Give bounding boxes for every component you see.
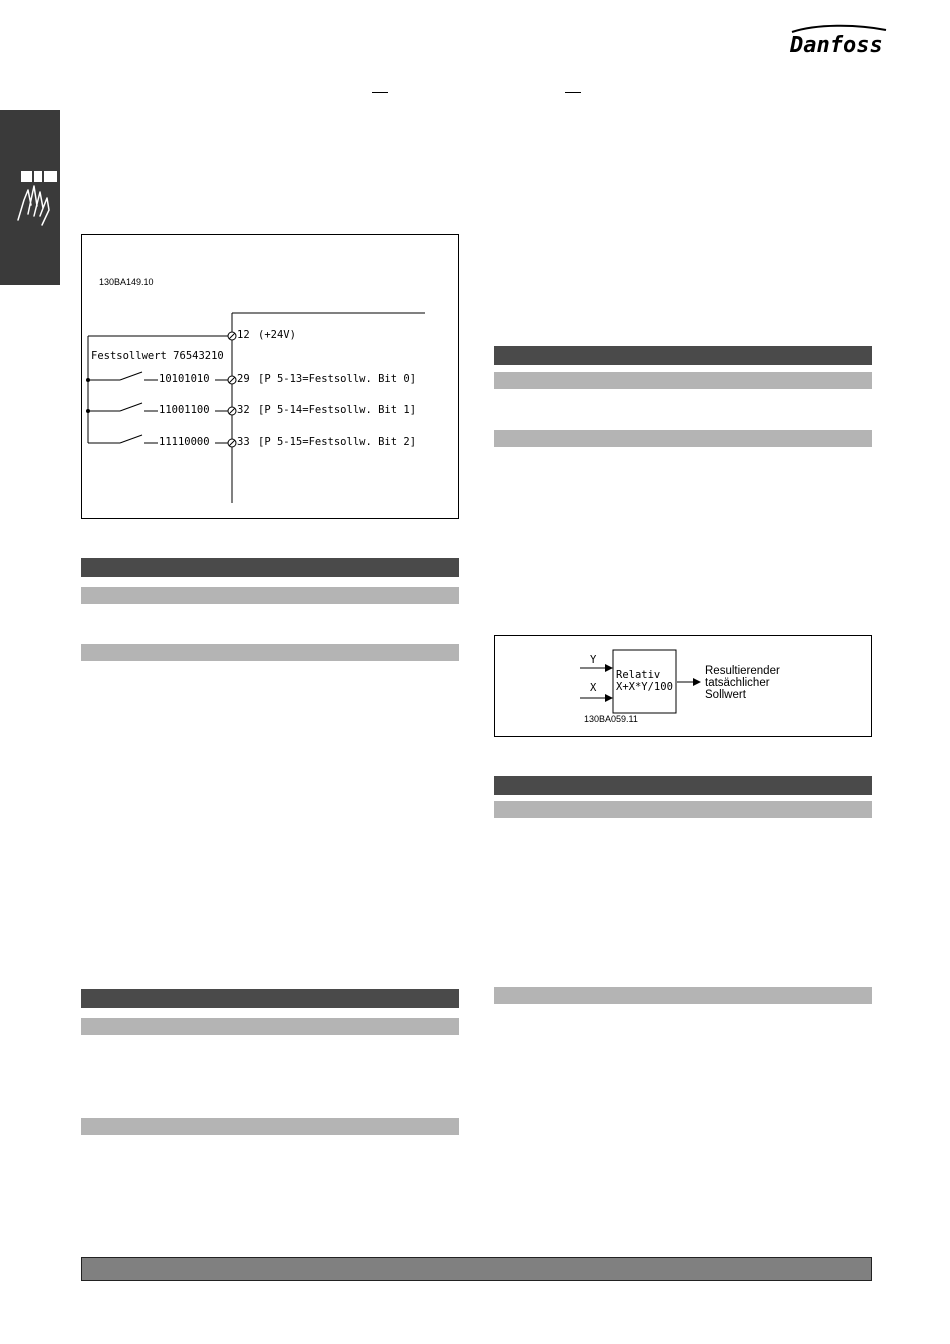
option-bar-right-2: [494, 430, 872, 447]
chapter-side-tab: [0, 110, 60, 285]
option-bar-left-2: [81, 644, 459, 661]
block-label-line1: Relativ: [616, 669, 661, 681]
section-bar-left-2: [81, 989, 459, 1008]
block-label-line2: X+X*Y/100: [616, 681, 673, 693]
overline-mark-right: [565, 92, 581, 93]
section-bar-right-1: [494, 346, 872, 365]
terminal-12-function: (+24V): [258, 329, 296, 341]
option-bar-left-4: [81, 1118, 459, 1135]
relative-reference-figure: [494, 635, 872, 737]
terminal-33-function: [P 5-15=Festsollw. Bit 2]: [258, 436, 417, 448]
output-label-line3: Sollwert: [705, 689, 746, 701]
section-bar-right-2: [494, 776, 872, 795]
option-bar-right-3: [494, 801, 872, 818]
input-y-label: Y: [590, 654, 597, 666]
input-x-label: X: [590, 682, 597, 694]
terminal-12-number: 12: [237, 329, 250, 341]
preset-code-bit0: 10101010: [159, 373, 210, 385]
preset-reference-wiring-figure: [81, 234, 459, 519]
option-bar-left-3: [81, 1018, 459, 1035]
option-bar-left-1: [81, 587, 459, 604]
terminal-32-function: [P 5-14=Festsollw. Bit 1]: [258, 404, 417, 416]
option-bar-right-4: [494, 987, 872, 1004]
logo-text: Danfoss: [790, 33, 883, 58]
option-bar-right-1: [494, 372, 872, 389]
terminal-32-number: 32: [237, 404, 250, 416]
output-label-line1: Resultierender: [705, 665, 780, 677]
preset-header-label: Festsollwert 76543210: [91, 350, 224, 362]
figure-id: 130BA149.10: [99, 277, 154, 287]
danfoss-logo: [786, 20, 890, 60]
relative-block-diagram: [495, 636, 873, 738]
terminal-29-number: 29: [237, 373, 250, 385]
page-footer-bar: [81, 1257, 872, 1281]
section-bar-left-1: [81, 558, 459, 577]
preset-code-bit2: 11110000: [159, 436, 210, 448]
hand-pointing-keypad-icon: [0, 110, 60, 285]
danfoss-logo-mark: [786, 20, 890, 60]
terminal-29-function: [P 5-13=Festsollw. Bit 0]: [258, 373, 417, 385]
figure-id-relative: 130BA059.11: [584, 714, 638, 724]
overline-mark-left: [372, 92, 388, 93]
preset-code-bit1: 11001100: [159, 404, 210, 416]
terminal-33-number: 33: [237, 436, 250, 448]
output-label-line2: tatsächlicher: [705, 677, 770, 689]
